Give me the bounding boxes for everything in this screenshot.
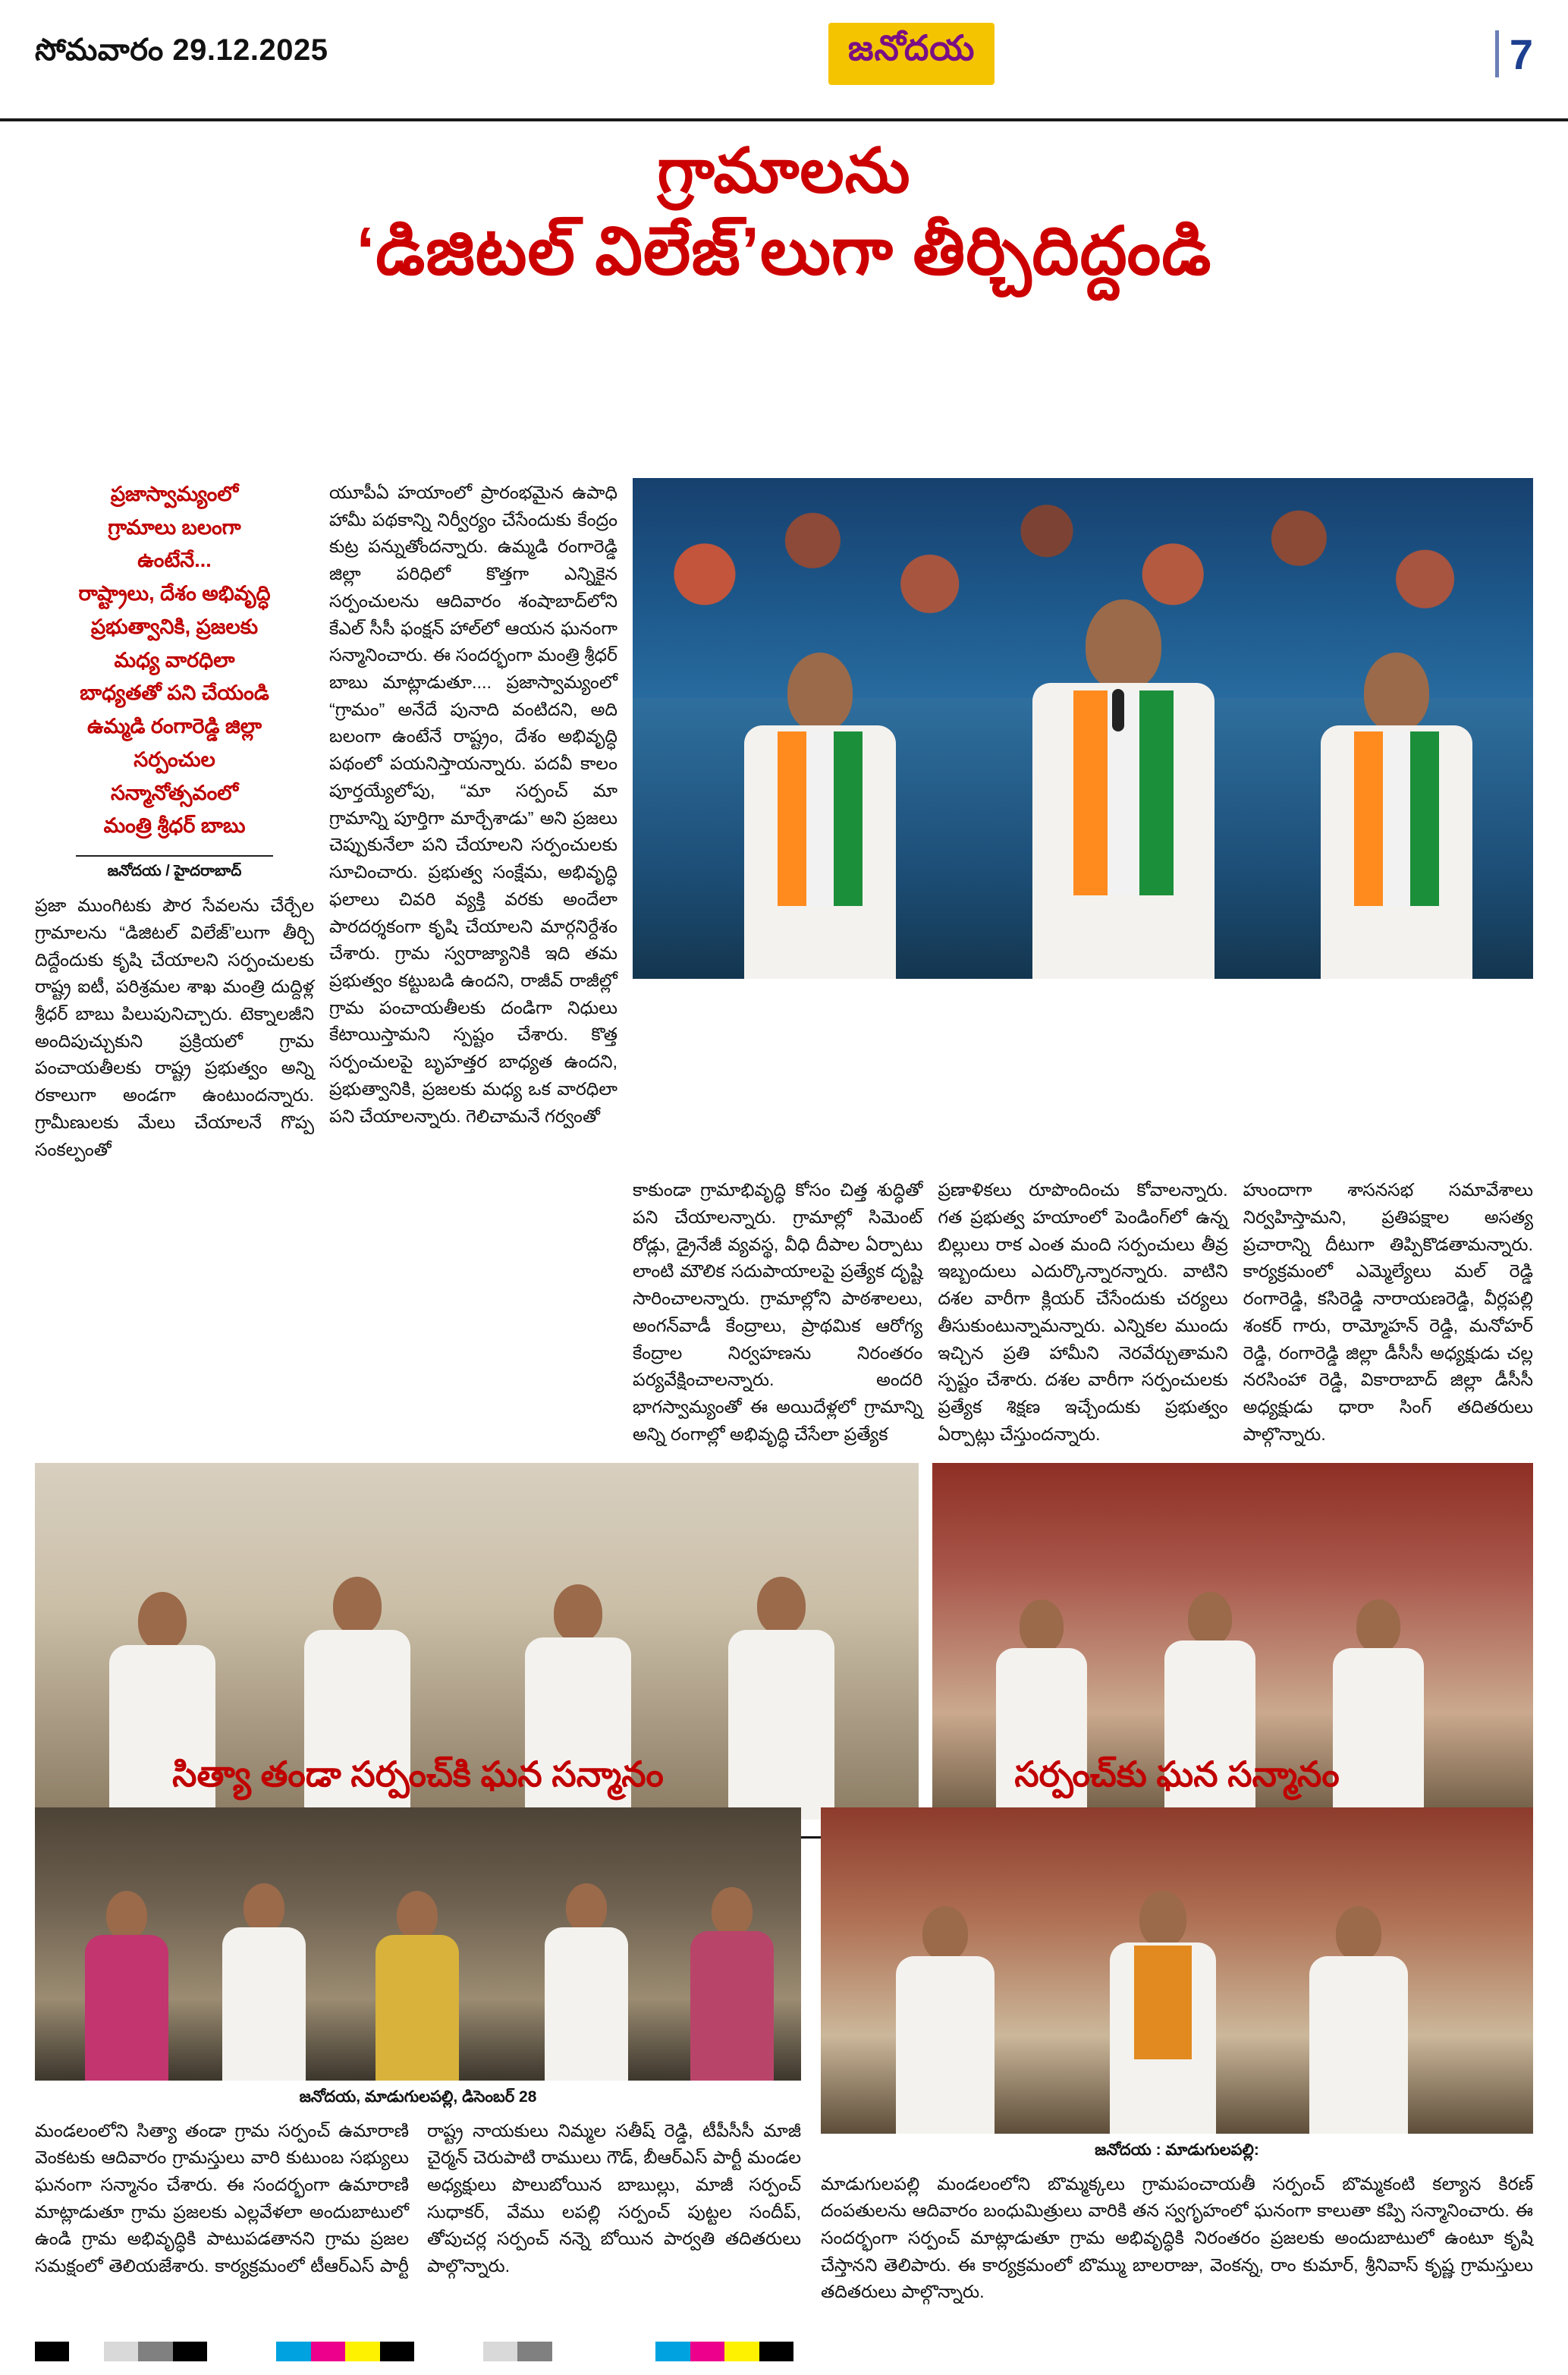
spacer-column: [35, 1177, 314, 1448]
photo-person-head: [757, 1577, 806, 1634]
page-indicator: [1495, 30, 1533, 90]
standfirst-line: సన్మానోత్సవంలో: [110, 781, 239, 804]
colorbar-segment: [104, 2342, 138, 2361]
standfirst-line: మంత్రి శ్రీధర్ బాబు: [103, 814, 246, 838]
photo-person-head: [1188, 1592, 1232, 1645]
standfirst-line: ఉమ్మడి రంగారెడ్డి జిల్లా: [86, 715, 262, 738]
masthead: [0, 0, 1568, 121]
publication-date: సోమవారం 29.12.2025: [35, 33, 328, 67]
article-lower-columns: [35, 1177, 1533, 1448]
standfirst-line: రాష్ట్రాలు, దేశం అభివృద్ధి: [78, 582, 271, 606]
main-headline: [35, 137, 1533, 288]
lead-photo-column: [633, 478, 1533, 979]
headline-line-2: ‘డిజిటల్ విలేజ్’లుగా తీర్చిదిద్దండి: [356, 212, 1212, 288]
colorbar-gap: [586, 2342, 655, 2361]
photo-person-head: [566, 1883, 607, 1932]
photo-person: [372, 1891, 463, 2081]
byline-credit: జనోదయ / హైదరాబాద్: [107, 863, 242, 880]
photo-person: [1306, 1906, 1412, 2134]
masthead-logo-wrap: [328, 23, 1495, 96]
standfirst-line: మధ్య వారధిలా: [114, 648, 235, 672]
colorbar-segment: [483, 2342, 517, 2361]
photo-person: [892, 1906, 998, 2134]
standfirst-block: [35, 478, 314, 843]
photo-person-head: [1356, 1600, 1400, 1653]
story-right-photo: [821, 1807, 1533, 2134]
photo-person-head: [106, 1891, 147, 1939]
photo-person: [81, 1891, 172, 2081]
photo-person-head: [1020, 1600, 1064, 1653]
standfirst-line: సర్పంచుల: [134, 747, 215, 771]
photo-person-body: [222, 1927, 306, 2081]
newspaper-logo: జనోదయ: [828, 23, 995, 85]
colorbar-segment: [173, 2342, 207, 2361]
story-left-photo-credit: జనోదయ, మాడుగులపల్లి, డిసెంబర్ 28: [299, 2087, 537, 2106]
photo-person-body: [545, 1927, 628, 2081]
standfirst-line: ఉంటేనే...: [137, 549, 212, 572]
photo-person-right: [1317, 653, 1476, 979]
photo-person-body: [376, 1935, 459, 2081]
standfirst-column: [35, 478, 314, 1163]
story-left-photo: [35, 1807, 801, 2081]
colorbar-segment: [276, 2342, 310, 2361]
page-number: 7: [1509, 30, 1533, 78]
colorbar-gap: [207, 2342, 276, 2361]
photo-person-head: [333, 1577, 382, 1634]
article-column-2: [329, 478, 617, 1130]
photo-person-body: [896, 1956, 995, 2134]
article-paragraph: యూపీఏ హయాంలో ప్రారంభమైన ఉపాధి హామీ పథకాన్ని నిర్వీర్యం చేసేందుకు కేంద్రం కుట్ర పన్నుతోందన్నారు. ఉమ్మడి రంగారెడ్డి జిల్లా పరిధిలో కొత్తగా ఎన్నికైన సర్పంచులను ఆదివారం శంషాబాద్‌లోని కేఎల్ సీసీ ఫంక్షన్ హాల్‌లో ఆయన ఘనంగా సన్మానించారు. ఈ సందర్భంగా మంత్రి శ్రీధర్ బాబు మాట్లాడుతూ.... ప్రజాస్వామ్యంలో “గ్రామం” అనేదే పునాది వంటిదని, అది బలంగా ఉంటేనే రాష్ట్రం, దేశం అభివృద్ధి పథంలో పయనిస్తాయన్నారు. పదవీ కాలం పూర్తయ్యేలోపు, “మా సర్పంచ్ మా గ్రామాన్ని పూర్తిగా మార్చేశాడు” అని ప్రజలు చెప్పుకునేలా పని చేయాలని సర్పంచులకు సూచించారు. ప్రభుత్వ సంక్షేమ, అభివృద్ధి ఫలాలు చివరి వ్యక్తి వరకు అందేలా పారదర్శకంగా కృషి చేయాలని మార్గనిర్దేశం చేశారు. గ్రామ స్వరాజ్యానికి ఇది తమ ప్రభుత్వం కట్టుబడి ఉందని, రాజీవ్ రాజీల్లో గ్రామ పంచాయతీలకు దండిగా నిధులు కేటాయిస్తామని స్పష్టం చేశారు. కొత్త సర్పంచులపై బృహత్తర బాధ్యత ఉందని, ప్రభుత్వానికి, ప్రజలకు మధ్య ఒక వారధిలా పని చేయాలన్నారు. గెలిచామనే గర్వంతో: [329, 483, 617, 1126]
standfirst-line: ప్రజాస్వామ్యంలో: [110, 483, 239, 505]
story-left-headline: సిత్యా తండా సర్పంచ్‌కి ఘన సన్మానం: [172, 1754, 664, 1794]
photo-person: [1106, 1891, 1220, 2134]
photo-person-head: [1364, 653, 1429, 731]
photo-person-head: [397, 1891, 438, 1939]
credit-divider: [76, 855, 273, 857]
microphone-icon: [1112, 689, 1124, 731]
article-paragraph: హుందాగా శాసనసభ సమావేశాలు నిర్వహిస్తామని, ప్రతిపక్షాల అసత్య ప్రచారాన్ని దీటుగా తిప్పికొడతామన్నారు. కార్యక్రమంలో ఎమ్మెల్యేలు మల్ రెడ్డి రంగారెడ్డి, కసిరెడ్డి నారాయణరెడ్డి, వీర్లపల్లి శంకర్ గారు, రామ్మోహన్ రెడ్డి, మనోహర్ రెడ్డి, రంగారెడ్డి జిల్లా డీసీసీ అధ్యక్షుడు చల్ల నరసింహా రెడ్డి, వికారాబాద్ జిల్లా డీసీసీ అధ్యక్షుడు ధారా సింగ్ తదితరులు పాల్గొన్నారు.: [1243, 1180, 1533, 1444]
standfirst-line: గ్రామాలు బలంగా: [108, 515, 241, 539]
colorbar-segment: [138, 2342, 172, 2361]
colorbar-gap: [414, 2342, 483, 2361]
colorbar-segment: [345, 2342, 379, 2361]
standfirst-line: ప్రభుత్వానికి, ప్రజలకు: [90, 615, 259, 638]
photo-person-scarf: [778, 731, 863, 906]
article-top-row: [35, 478, 1533, 1163]
photo-background: [633, 478, 1533, 979]
colorbar-segment: [655, 2342, 690, 2361]
main-article: [35, 478, 1533, 1839]
photo-person-head: [244, 1883, 284, 1932]
colorbar-segment: [311, 2342, 345, 2361]
article-column-3: [633, 1177, 922, 1448]
photo-person-head: [1139, 1891, 1186, 1947]
colorbar-segment: [759, 2342, 793, 2361]
lead-photo: [633, 478, 1533, 979]
colorbar-segment: [517, 2342, 551, 2361]
print-registration-colorbar: [35, 2342, 793, 2361]
photo-person-body: [690, 1931, 774, 2081]
colorbar-segment: [690, 2342, 724, 2361]
article-column-5: [1243, 1177, 1533, 1448]
article-paragraph: ప్రజా ముంగిటకు పౌర సేవలను చేర్చేల గ్రామాలను “డిజిటల్ విలేజ్”లుగా తీర్చి దిద్దేందుకు కృషి చేయాలని సర్పంచులకు రాష్ట్ర ఐటీ, పరిశ్రమల శాఖ మంత్రి దుద్దిళ్ల శ్రీధర్ బాబు పిలుపునిచ్చారు. టెక్నాలజీని అందిపుచ్చుకుని ప్రక్రియలో గ్రామ పంచాయతీలకు రాష్ట్ర ప్రభుత్వం అన్ని రకాలుగా అండగా ఉంటుందన్నారు. గ్రామీణులకు మేలు చేయాలనే గొప్ప సంకల్పంతో: [35, 895, 314, 1159]
photo-person-head: [712, 1887, 753, 1936]
bottom-stories: [35, 1753, 1533, 2306]
article-paragraph: కాకుండా గ్రామాభివృద్ధి కోసం చిత్త శుద్ధితో పని చేయాలన్నారు. గ్రామాల్లో సిమెంట్ రోడ్లు, డ్రైనేజీ వ్యవస్థ, వీధి దీపాల ఏర్పాటు లాంటి మౌలిక సదుపాయాలపై ప్రత్యేక దృష్టి సారించాలన్నారు. గ్రామాల్లోని పాఠశాలలు, అంగన్‌వాడీ కేంద్రాలు, ప్రాథమిక ఆరోగ్య కేంద్రాల నిర్వహణను నిరంతరం పర్యవేక్షించాలన్నారు. అందరి భాగస్వామ్యంతో ఈ అయిదేళ్లలో గ్రామాన్ని అన్ని రంగాల్లో అభివృద్ధి చేసేలా ప్రత్యేక: [633, 1180, 923, 1444]
photo-person-head: [922, 1906, 968, 1961]
story-sarpanch-honour: [821, 1753, 1533, 2306]
photo-person-head: [1086, 599, 1161, 690]
colorbar-segment: [69, 2342, 103, 2361]
photo-person-head: [787, 653, 853, 731]
story-right-body: మాడుగులపల్లి మండలంలోని బొమ్మక్కలు గ్రామపంచాయతీ సర్పంచ్ బొమ్మకంటి కల్యాన కిరణ్ దంపతులను ఆదివారం బంధుమిత్రులు వారికి తన స్వగృహంలో ఘనంగా కాలుతా కప్పి సన్మానించారు. ఈ సందర్భంగా సర్పంచ్ మాట్లాడుతూ గ్రామ అభివృద్ధికి నిరంతరం ప్రజలకు అందుబాటులో ఉంటూ కృషి చేస్తానని తెలిపారు. ఈ కార్యక్రమంలో బొమ్ము బాలరాజు, వెంకన్న, రాం కుమార్, శ్రీనివాస్ కృష్ణ గ్రామస్తులు తదితరులు పాల్గొన్నారు.: [821, 2173, 1533, 2302]
photo-person-head: [1336, 1906, 1381, 1961]
photo-person-garland: [1134, 1946, 1192, 2059]
spacer-column-2: [329, 1177, 617, 1448]
photo-person: [687, 1887, 778, 2081]
story-sityathanda: [35, 1753, 801, 2306]
colorbar-segment: [552, 2342, 586, 2361]
article-column-4: [938, 1177, 1227, 1448]
photo-person-center-speaker: [1029, 599, 1218, 979]
page-rule-decoration: [1495, 30, 1499, 77]
colorbar-segment: [35, 2342, 69, 2361]
photo-person-body: [1309, 1956, 1408, 2134]
story-right-headline: సర్పంచ్‌కు ఘన సన్మానం: [1014, 1754, 1340, 1794]
photo-person: [218, 1883, 310, 2081]
photo-person-head: [138, 1592, 187, 1650]
photo-person-scarf: [1354, 731, 1439, 906]
colorbar-segment: [380, 2342, 414, 2361]
photo-person-left: [740, 653, 900, 979]
standfirst-line: బాధ్యతతో పని చేయండి: [80, 681, 269, 705]
headline-line-1: గ్రామాలను: [657, 137, 911, 206]
colorbar-segment: [724, 2342, 759, 2361]
photo-person: [541, 1883, 632, 2081]
photo-person-head: [554, 1584, 602, 1642]
story-right-photo-credit: జనోదయ : మాడుగులపల్లి:: [1095, 2141, 1259, 2159]
article-paragraph: ప్రణాళికలు రూపొందించు కోవాలన్నారు. గత ప్రభుత్వ హయాంలో పెండింగ్‌లో ఉన్న బిల్లులు రాక ఎంత మంది సర్పంచులు తీవ్ర ఇబ్బందులు ఎదుర్కొన్నారన్నారు. వాటిని దశల వారీగా క్లియర్ చేసేందుకు చర్యలు తీసుకుంటున్నామన్నారు. ఎన్నికల ముందు ఇచ్చిన ప్రతి హామీని నెరవేర్చుతామని స్పష్టం చేశారు. దశల వారీగా సర్పంచులకు ప్రత్యేక శిక్షణ ఇచ్చేందుకు ప్రభుత్వం ఏర్పాట్లు చేస్తుందన్నారు.: [938, 1180, 1228, 1444]
story-left-body: మండలంలోని సిత్యా తండా గ్రామ సర్పంచ్ ఉమారాణి వెంకటకు ఆదివారం గ్రామస్తులు వారి కుటుంబ సభ్యులు ఘనంగా సన్మానం చేశారు. ఈ సందర్భంగా ఉమారాణి మాట్లాడుతూ గ్రామ ప్రజలకు ఎల్లవేళలా అందుబాటులో ఉండి గ్రామ అభివృద్ధికి పాటుపడతానని గ్రామ ప్రజల సమక్షంలో తెలియజేశారు. కార్యక్రమంలో టీఆర్ఎస్ పార్టీ రాష్ట్ర నాయకులు నిమ్మల సతీష్ రెడ్డి, టీపీసీసీ మాజీ చైర్మన్ చెరుపాటి రాములు గౌడ్, బీఆర్ఎస్ పార్టీ మండల అధ్యక్షులు పొలుబోయిన బాబుల్లు, మాజీ సర్పంచ్ సుధాకర్, వేము లపల్లి సర్పంచ్ పుట్టల సందీప్, తోపుచర్ల సర్పంచ్ నన్నె బోయిన పార్వతి తదితరులు పాల్గొన్నారు.: [35, 2120, 801, 2276]
photo-person-body: [85, 1935, 168, 2081]
